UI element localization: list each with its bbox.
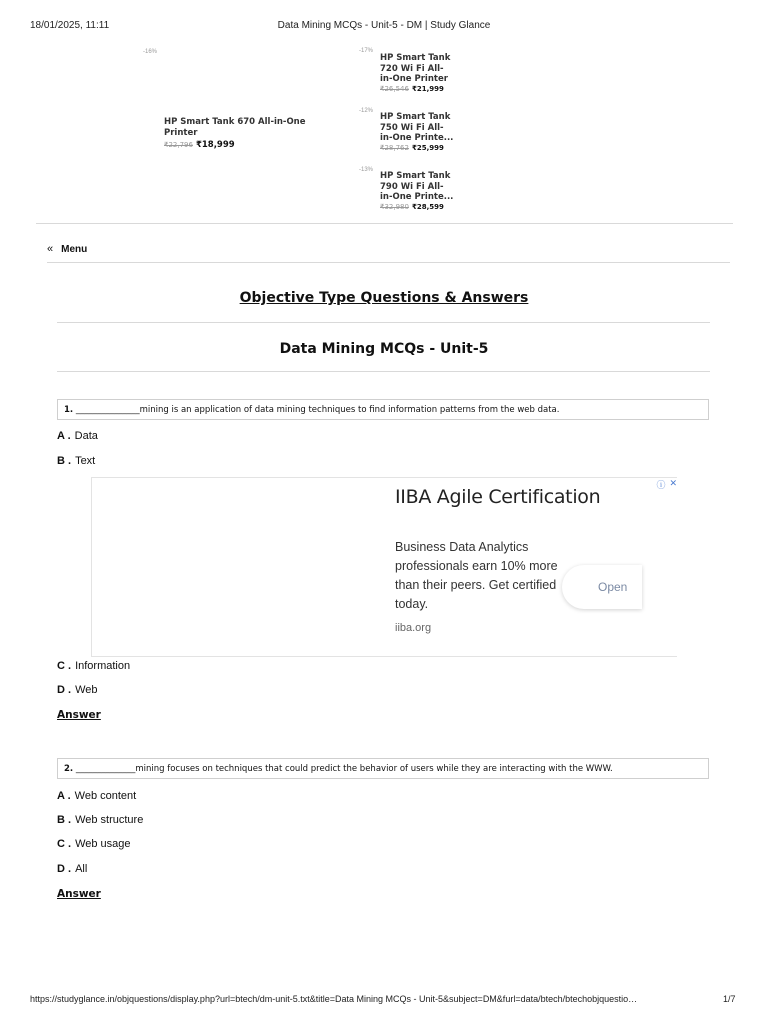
option-key: D . [57,863,72,875]
product-new-price: ₹21,999 [411,84,444,93]
product-old-price: ₹32,980 [380,202,409,211]
ad-title[interactable]: IIBA Agile Certification [395,486,601,508]
option-text: Data [74,430,98,442]
option-key: B . [57,814,72,826]
option-key: A . [57,430,71,442]
product-discount: -17% [359,48,374,54]
divider [47,262,730,263]
option-key: A . [57,790,71,802]
option-d[interactable] [57,863,87,875]
product-discount: -12% [359,108,374,114]
question-number: 2. [64,763,74,774]
option-key: D . [57,684,72,696]
question-box [57,758,709,779]
option-text: Web usage [75,838,131,850]
menu-button[interactable] [47,243,87,255]
question-text: _______________mining is an application of data mining techniques to find information patterns from the web data. [73,404,560,415]
divider [57,322,710,323]
option-text: Text [75,455,96,467]
product-old-price: ₹26,546 [380,84,409,93]
option-a[interactable] [57,430,98,442]
product-name-line: in-One Printe... [380,133,454,143]
product-name-line: in-One Printer [380,74,448,84]
product-card[interactable] [380,171,453,211]
product-name-line: HP Smart Tank 670 All-in-One [164,117,306,127]
page-heading: Objective Type Questions & Answers [239,290,529,306]
product-old-price: ₹22,796 [164,141,193,149]
option-text: Information [75,660,131,672]
divider [57,371,710,372]
print-page-title: Data Mining MCQs - Unit-5 - DM | Study Glance [277,20,491,31]
answer-link[interactable]: Answer [57,709,101,721]
divider [36,223,733,224]
option-b[interactable] [57,455,95,467]
product-name-line: 720 Wi Fi All- [380,63,444,74]
option-text: All [75,863,88,875]
close-icon[interactable]: ✕ [669,478,677,488]
option-d[interactable] [57,684,97,696]
product-name-line: 750 Wi Fi All- [380,122,444,133]
adchoices-icon[interactable]: ⓘ [656,480,666,490]
option-a[interactable] [57,790,136,802]
product-name-line: Printer [164,127,198,138]
option-key: B . [57,455,72,467]
product-new-price: ₹18,999 [195,140,235,150]
product-name-line: HP Smart Tank [380,112,451,122]
product-name-line: 790 Wi Fi All- [380,181,444,192]
option-c[interactable] [57,838,131,850]
answer-link[interactable]: Answer [57,888,101,900]
option-key: C . [57,838,72,850]
option-text: Web [75,684,98,696]
print-url: https://studyglance.in/objquestions/display.php?url=btech/dm-unit-5.txt&title=Data Mining MCQs - Unit-5&subject=DM&furl=data/btech/btechobjquestio… [30,994,638,1004]
product-discount: -16% [143,49,158,55]
print-datetime: 18/01/2025, 11:11 [30,20,110,31]
product-new-price: ₹28,599 [411,202,444,211]
question-box [57,399,709,420]
product-new-price: ₹25,999 [411,143,444,152]
ad-controls[interactable] [656,478,677,491]
option-text: Web content [74,790,137,802]
question-number: 1. [64,404,74,415]
double-chevron-left-icon: « [47,243,54,255]
ad-body: Business Data Analytics professionals earn 10% more than their peers. Get certified today. [395,540,558,611]
advertisement[interactable] [91,477,677,657]
ad-open-button[interactable] [562,565,642,609]
product-discount: -13% [359,167,374,173]
product-name-line: in-One Printe... [380,192,454,202]
product-name-line: HP Smart Tank [380,171,451,181]
option-text: Web structure [75,814,144,826]
option-b[interactable] [57,814,143,826]
question-text: ______________mining focuses on techniques that could predict the behavior of users while they are interacting with the WWW. [73,763,613,774]
option-key: C . [57,660,72,672]
print-page-number: 1/7 [723,994,736,1004]
product-card[interactable] [380,112,453,152]
menu-label: Menu [61,243,88,255]
option-c[interactable] [57,660,130,672]
ad-url[interactable]: iiba.org [395,622,432,634]
ad-button-label: Open [598,580,628,594]
product-old-price: ₹28,762 [380,143,409,152]
product-name-line: HP Smart Tank [380,53,451,63]
page-title: Data Mining MCQs - Unit-5 [279,341,489,357]
product-card-main[interactable] [164,117,306,150]
product-card[interactable] [380,53,450,93]
